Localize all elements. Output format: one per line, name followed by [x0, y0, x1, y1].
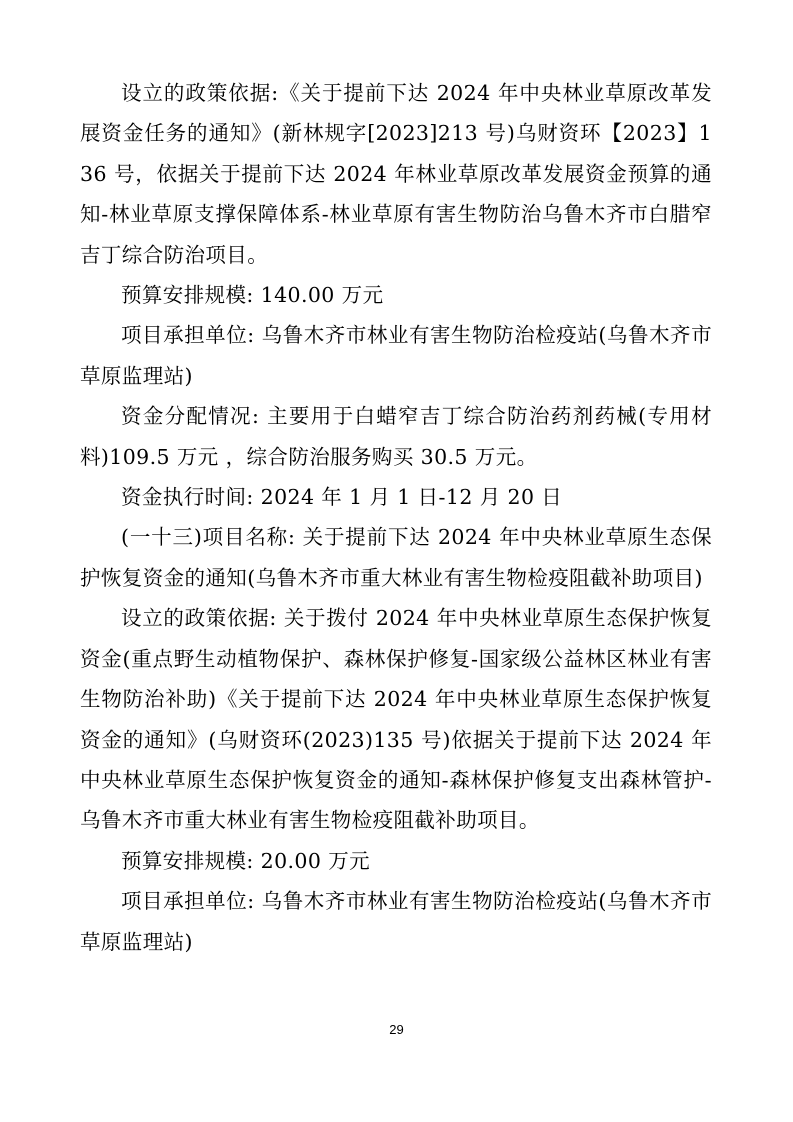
project-name-heading: (一十三)项目名称: 关于提前下达 2024 年中央林业草原生态保护恢复资金的通知(乌鲁木齐市重大林业有害生物检疫阻截补助项目)	[80, 525, 712, 590]
policy-basis-paragraph-2: 设立的政策依据: 关于拨付 2024 年中央林业草原生态保护恢复资金(重点野生动植物保护、森林保护修复-国家级公益林区林业有害生物防治补助)《关于提前下达 2024 年中央林业草原生态保护恢复资金的通知》(乌财资环(2023)135 号)依据关于提前下达 2024 年中央林业草原生态保护恢复资金的通知-森林保护修复支出森林管护-乌鲁木齐市重大林业有害生物检疫阻截补助项目。	[80, 606, 712, 833]
fund-allocation-paragraph: 资金分配情况: 主要用于白蜡窄吉丁综合防治药剂药械(专用材料)109.5 万元 ，综合防治服务购买 30.5 万元。	[80, 404, 712, 469]
policy-basis-paragraph: 设立的政策依据:《关于提前下达 2024 年中央林业草原改革发展资金任务的通知》(新林规字[2023]213 号)乌财资环【2023】136 号，依据关于提前下达 2024 年林业草原改革发展资金预算的通知-林业草原支撑保障体系-林业草原有害生物防治乌鲁木齐市白腊窄吉丁综合防治项目。	[80, 81, 712, 267]
page-number: 29	[389, 1022, 404, 1037]
budget-scale-paragraph: 预算安排规模: 140.00 万元	[121, 283, 384, 308]
execution-time-paragraph: 资金执行时间: 2024 年 1 月 1 日-12 月 20 日	[121, 485, 563, 510]
undertaking-unit-paragraph: 项目承担单位: 乌鲁木齐市林业有害生物防治检疫站(乌鲁木齐市草原监理站)	[80, 323, 712, 388]
document-body	[80, 73, 712, 962]
undertaking-unit-paragraph-2: 项目承担单位: 乌鲁木齐市林业有害生物防治检疫站(乌鲁木齐市草原监理站)	[80, 889, 712, 954]
budget-scale-paragraph-2: 预算安排规模: 20.00 万元	[121, 848, 371, 873]
